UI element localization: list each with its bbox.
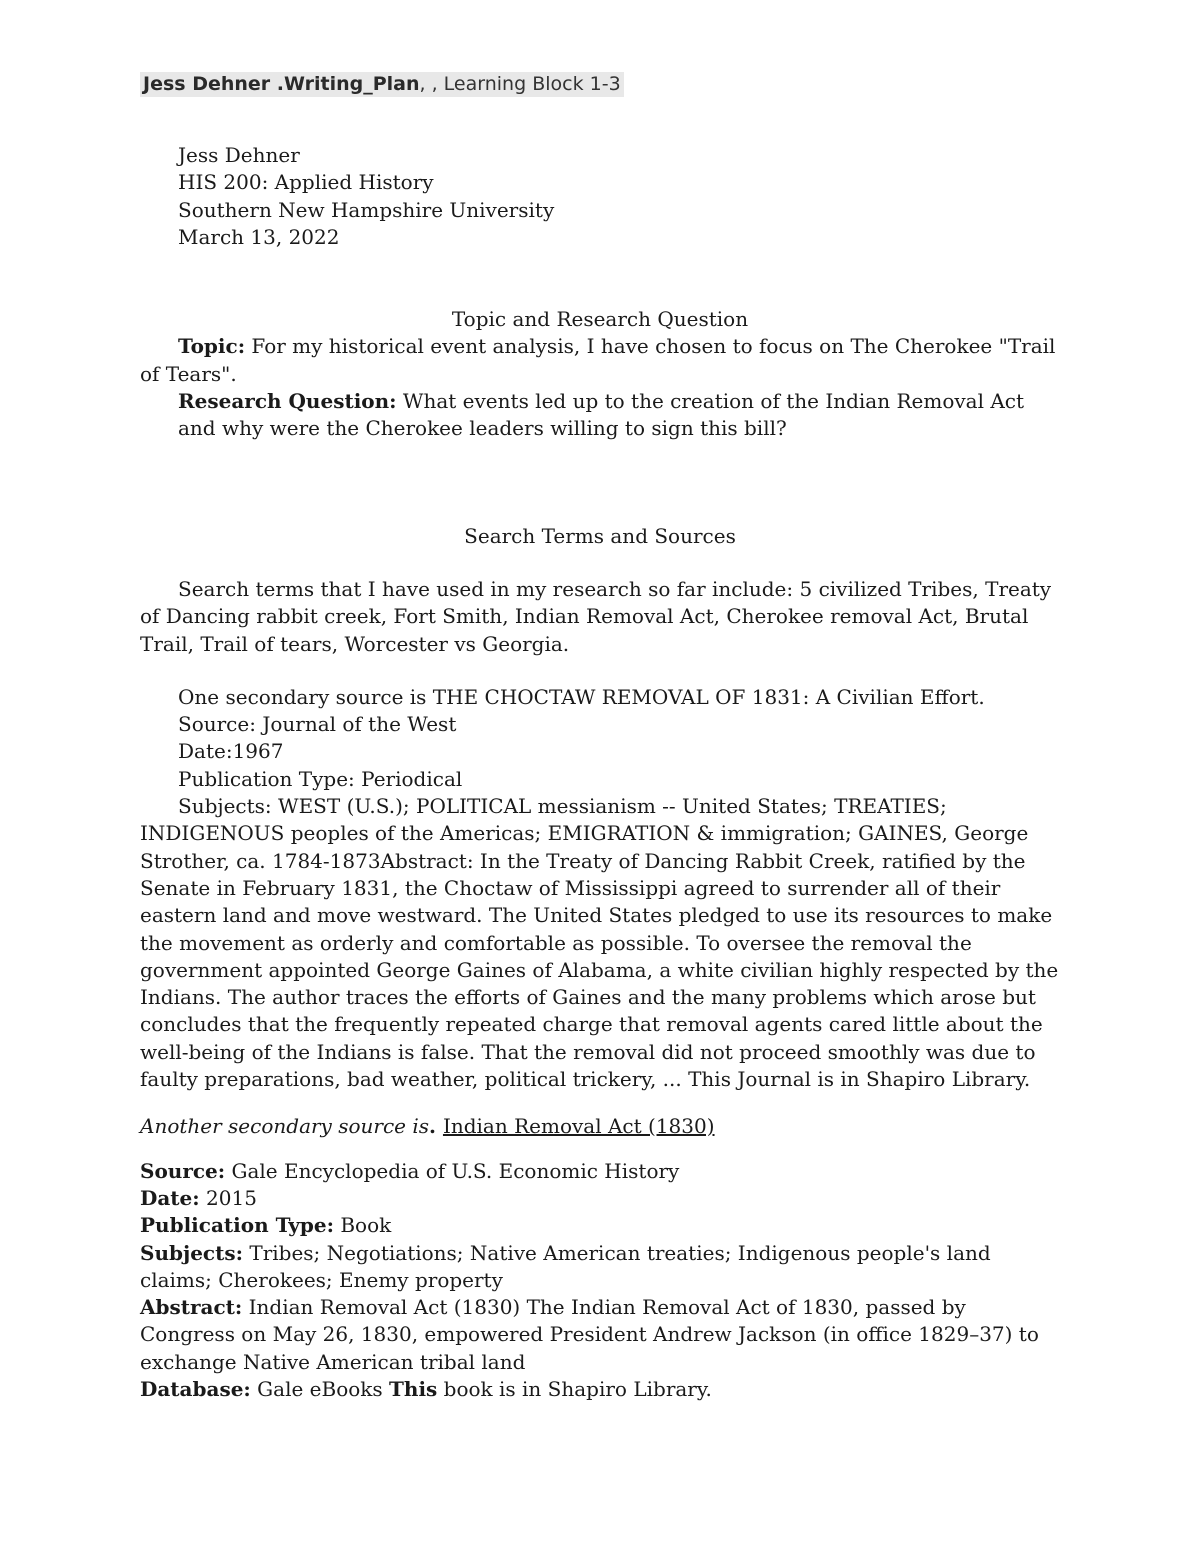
source2-source: Source: Gale Encyclopedia of U.S. Economic History [140,1158,680,1183]
source2-date: Date: 2015 [140,1185,257,1210]
header-title: Jess Dehner .Writing_Plan [143,73,420,95]
document-date: March 13, 2022 [178,224,340,249]
source1-subjects-abstract: Subjects: WEST (U.S.); POLITICAL messianism -- United States; TREATIES; INDIGENOUS peoples of the Americas; EMIGRATION & immigration; GAINES, George Strother, ca. 1784-1873Abstract: In the Treaty of Dancing Rabbit Creek, ratified by the Senate in February 1831, the Choctaw of Mississippi agreed to surrender all of their eastern land and move westward. The United States pledged to use its resources to make the movement as orderly and comfortable as possible. To oversee the removal the government appointed George Gaines of Alabama, a white civilian highly respected by the Indians. The author traces the efforts of Gaines and the many problems which arose but concludes that the frequently repeated charge that removal agents cared little about the well-being of the Indians is false. That the removal did not proceed smoothly was due to faulty preparations, bad weather, political trickery, ... This Journal is in Shapiro Library. [140,794,1059,1092]
section-heading-search: Search Terms and Sources [464,523,736,548]
research-question-label: Research Question: [178,389,397,414]
source2-abstract: Abstract: Indian Removal Act (1830) The Indian Removal Act of 1830, passed by Congress on May 26, 1830, empowered President Andrew Jackson (in office 1829–37) to exchange Native American tribal land [140,1295,1039,1374]
source1-pubtype: Publication Type: Periodical [178,766,463,791]
source2-subjects: Subjects: Tribes; Negotiations; Native American treaties; Indigenous people's land claims; Cherokees; Enemy property [140,1240,991,1292]
section-heading-topic: Topic and Research Question [451,307,749,332]
source2-intro-italic: Another secondary source is [140,1114,430,1139]
source2-title: Indian Removal Act (1830) [442,1114,715,1139]
source1-date: Date:1967 [178,739,284,764]
topic-paragraph [140,333,1060,388]
author-name: Jess Dehner [178,143,300,167]
source2-intro: Another secondary source is. Indian Removal Act (1830) [140,1114,715,1139]
source1-source: Source: Journal of the West [178,712,457,737]
search-terms-paragraph: Search terms that I have used in my research so far include: 5 civilized Tribes, Treaty of Dancing rabbit creek, Fort Smith, Indian Removal Act, Cherokee removal Act, Brutal Trail, Trail of tears, Worcester vs Georgia. [140,576,1052,656]
source2-database: Database: Gale eBooks This book is in Shapiro Library. [140,1376,712,1401]
research-question-paragraph [140,388,1060,443]
document-header [140,72,624,97]
header-subtitle: , , Learning Block 1-3 [419,73,621,95]
topic-label: Topic: [178,334,246,359]
source2-pubtype: Publication Type: Book [140,1213,392,1238]
topic-text: For my historical event analysis, I have chosen to focus on The Cherokee "Trail of Tears". [140,334,1056,386]
document-body [140,142,1060,1403]
research-question-text: What events led up to the creation of the Indian Removal Act and why were the Cherokee leaders willing to sign this bill? [178,389,1025,441]
source1-intro: One secondary source is THE CHOCTAW REMOVAL OF 1831: A Civilian Effort. [178,684,985,709]
school-name: Southern New Hampshire University [178,197,555,222]
course-name: HIS 200: Applied History [178,170,434,195]
